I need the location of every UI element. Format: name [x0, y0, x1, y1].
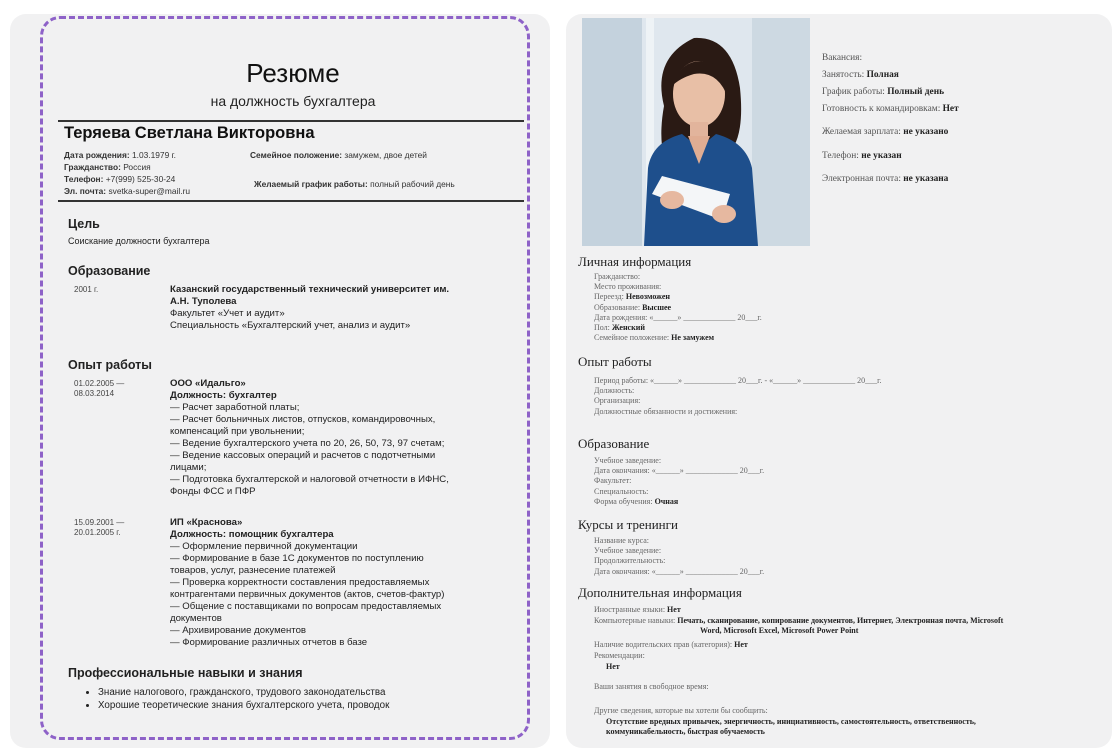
computer-skills: Компьютерные навыки: Печать, сканирование, копирование документов, Интернет, Электронная почта, Microsoft	[594, 616, 1004, 625]
info-schedule: График работы: Полный день	[822, 87, 945, 97]
job-dates: 01.02.2005 — 08.03.2014	[74, 379, 125, 398]
other-info: Другие сведения, которые вы хотели бы сообщить:	[594, 706, 768, 715]
courses-heading: Курсы и тренинги	[578, 517, 678, 532]
contact-block: Дата рождения: 1.03.1979 г. Гражданство: Россия Телефон: +7(999) 525-30-24 Эл. почта: svetka-super@mail.ru	[64, 150, 191, 196]
experience-fields: Период работы: «______» _____________ 20___г. - «______» _____________ 20___г. Должность: Организация: Должностные обязанности и достижения:	[594, 376, 882, 416]
resume-subtitle: на должность бухгалтера	[210, 93, 376, 109]
resume-title: Резюме	[246, 58, 340, 88]
skills-heading: Профессиональные навыки и знания	[68, 666, 303, 680]
job-entry: ИП «Краснова» Должность: помощник бухгалтера — Оформление первичной документации — Формирование в базе 1С документов по поступлению товаров, услуг, разнесение платежей — Проверка корректности составления предоставляемых контрагентами первичных документов (актов, счетов-фактур) — Общение с поставщиками по вопросам предоставляемых документов — Архивирование документов — Формирование различных отчетов в базе	[170, 517, 445, 648]
experience-heading: Опыт работы	[68, 358, 152, 372]
resume-card-right[interactable]	[566, 14, 1112, 748]
job-entry: ООО «Идальго» Должность: бухгалтер — Расчет заработной платы; — Расчет больничных листов, отпусков, командировочных, компенсаций при увольнении; — Ведение бухгалтерского учета по 20, 26, 50, 73, 97 счетам; — Ведение кассовых операций и расчетов с подотчетными лицами; — Подготовка бухгалтерской и налоговой отчетности в ИФНС, Фонды ФСС и ПФР	[170, 378, 449, 497]
education-details: Казанский государственный технический университет им. А.Н. Туполева Факультет «Учет и аудит» Специальность «Бухгалтерский учет, анализ и аудит»	[170, 284, 450, 331]
education-heading: Образование	[68, 264, 151, 278]
driving-license: Наличие водительских прав (категория): Нет	[594, 640, 748, 649]
recommendations-value: Нет	[606, 662, 620, 671]
languages: Иностранные языки: Нет	[594, 605, 681, 614]
recommendations: Рекомендации:	[594, 651, 645, 660]
candidate-photo	[582, 18, 810, 246]
hobbies: Ваши занятия в свободное время:	[594, 682, 709, 691]
personal-fields: Гражданство: Место проживания: Переезд: Невозможен Образование: Высшее Дата рождения: «______» _____________ 20___г. Пол: Женский Семейное положение: Не замужем	[594, 272, 762, 343]
family-status: Семейное положение: замужем, двое детей	[250, 150, 427, 160]
list-item: • Знание налогового, гражданского, трудового законодательства	[98, 686, 389, 699]
divider	[58, 120, 524, 122]
resume-card-left[interactable]	[10, 14, 550, 748]
experience-heading: Опыт работы	[578, 354, 652, 369]
info-salary: Желаемая зарплата: не указано	[822, 127, 949, 137]
personal-heading: Личная информация	[578, 254, 692, 269]
other-info-value: Отсутствие вредных привычек, энергичность, инициативность, самостоятельность, ответственность,	[606, 717, 976, 726]
job-dates: 15.09.2001 — 20.01.2005 г.	[74, 518, 125, 537]
goal-heading: Цель	[68, 217, 100, 231]
education-fields: Учебное заведение: Дата окончания: «______» _____________ 20___г. Факультет: Специальность: Форма обучения: Очная	[594, 456, 765, 506]
education-year: 2001 г.	[74, 285, 99, 294]
info-employment: Занятость: Полная	[822, 70, 899, 80]
computer-skills-cont: Word, Microsoft Excel, Microsoft Power Point	[700, 626, 859, 635]
info-business-trips: Готовность к командировкам: Нет	[822, 104, 959, 114]
other-info-value-cont: коммуникабельность, быстрая обучаемость	[606, 727, 765, 736]
education-heading: Образование	[578, 436, 650, 451]
divider	[58, 200, 524, 202]
person-name: Теряева Светлана Викторовна	[64, 124, 315, 142]
info-email: Электронная почта: не указана	[822, 174, 949, 184]
skills-list	[68, 686, 389, 712]
desired-schedule: Желаемый график работы: полный рабочий день	[254, 179, 455, 189]
list-item: • Хорошие теоретические знания бухгалтерского учета, проводок	[98, 699, 389, 712]
additional-heading: Дополнительная информация	[578, 585, 742, 600]
info-phone: Телефон: не указан	[822, 151, 902, 161]
goal-text: Соискание должности бухгалтера	[68, 236, 210, 246]
courses-fields: Название курса: Учебное заведение: Продолжительность: Дата окончания: «______» _____________ 20___г.	[594, 536, 765, 576]
info-vacancy: Вакансия:	[822, 53, 863, 63]
